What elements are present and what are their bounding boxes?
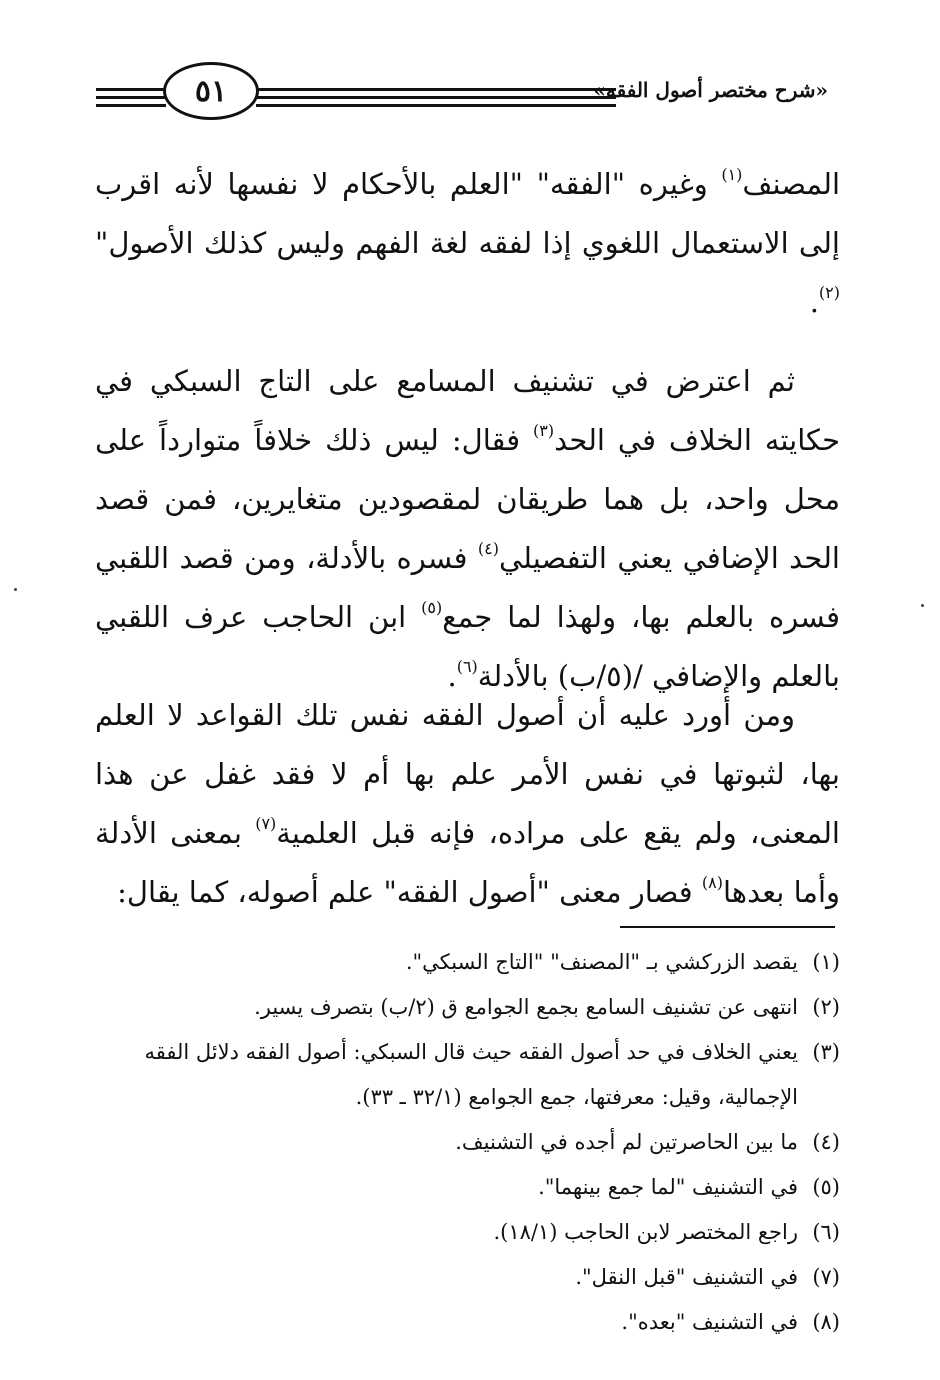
header-rule-left — [96, 104, 166, 107]
footnote-number: (٣) — [812, 1040, 840, 1064]
footnote-reference: (٨) — [701, 873, 723, 892]
paragraph-text: المصنف — [742, 167, 840, 201]
body-paragraph — [95, 686, 840, 922]
footnote-reference: (٧) — [255, 814, 277, 833]
header-rule-right — [256, 104, 616, 107]
footnote-reference: (٤) — [477, 539, 499, 558]
paragraph-text: ومن أورد عليه أن أصول الفقه نفس تلك القواعد لا العلم بها، لثبوتها في نفس الأمر علم بها أم لا فقد غفل عن هذا المعنى، ولم يقع على مراده، فإنه قبل العلمية — [95, 698, 840, 850]
footnote-item — [88, 1255, 840, 1300]
footnote-text: انتهى عن تشنيف السامع بجمع الجوامع ق (٢/ب) بتصرف يسير. — [254, 995, 798, 1019]
footnote-number: (١) — [812, 950, 840, 974]
paragraph-text: فقال: ليس ذلك خلافاً متوارداً على محل واحد، بل هما طريقان لمقصودين متغايرين، فمن قصد الحد الإضافي يعني التفصيلي — [95, 423, 840, 575]
paragraph-text: بمعنى الأدلة وأما بعدها — [95, 816, 840, 909]
footnote-reference: (٦) — [456, 657, 478, 676]
footnote-separator — [620, 926, 835, 928]
header-rule-right — [256, 88, 616, 91]
footnote-number: (٧) — [812, 1265, 840, 1289]
header-rule-left — [96, 88, 166, 91]
paragraph-text: وغيره "الفقه" "العلم بالأحكام لا نفسها لأنه اقرب إلى الاستعمال اللغوي إذا لفقه لغة الفهم وليس كذلك الأصول" — [95, 167, 840, 260]
footnote-item — [88, 1030, 840, 1120]
footnote-item — [88, 1300, 840, 1345]
paragraph-text: . — [809, 285, 819, 319]
footnote-text: يقصد الزركشي بـ "المصنف" "التاج السبكي". — [405, 950, 798, 974]
paragraph-text: فصار معنى "أصول الفقه" علم أصوله، كما يقال: — [117, 875, 702, 909]
footnote-number: (٤) — [812, 1130, 840, 1154]
footnote-item — [88, 940, 840, 985]
footnote-text: في التشنيف "قبل النقل". — [575, 1265, 798, 1289]
footnote-text: راجع المختصر لابن الحاجب (١٨/١). — [493, 1220, 798, 1244]
paragraph-text: ابن الحاجب عرف اللقبي بالعلم والإضافي /(٥/ب) بالأدلة — [95, 600, 840, 693]
footnote-reference: (٥) — [421, 598, 443, 617]
paragraph-text: ثم اعترض في تشنيف المسامع على التاج السبكي في حكايته الخلاف في الحد — [95, 364, 840, 457]
footnote-reference: (٣) — [533, 421, 555, 440]
footnote-text: يعني الخلاف في حد أصول الفقه حيث قال السبكي: أصول الفقه دلائل الفقه الإجمالية، وقيل: معرفتها، جمع الجوامع (٣٢/١ ـ ٣٣). — [144, 1040, 798, 1109]
footnote-item — [88, 1210, 840, 1255]
footnote-number: (٦) — [812, 1220, 840, 1244]
paragraph-text: فسره بالأدلة، ومن قصد اللقبي فسره بالعلم بها، ولهذا لما جمع — [95, 541, 840, 634]
footnote-number: (٢) — [812, 995, 840, 1019]
footnote-reference: (١) — [721, 165, 743, 184]
footnote-number: (٥) — [812, 1175, 840, 1199]
footnote-number: (٨) — [812, 1310, 840, 1334]
footnote-item — [88, 1120, 840, 1165]
scan-speck — [921, 604, 924, 607]
footnotes — [88, 940, 840, 1345]
page-header — [0, 0, 940, 150]
header-rule-left — [96, 96, 166, 99]
scan-speck — [14, 588, 17, 591]
footnote-item — [88, 985, 840, 1030]
footnote-reference: (٢) — [818, 283, 840, 302]
body-paragraph — [95, 352, 840, 706]
running-title: «شرح مختصر أصول الفقه» — [593, 78, 828, 102]
footnote-item — [88, 1165, 840, 1210]
footnote-text: ما بين الحاصرتين لم أجده في التشنيف. — [455, 1130, 798, 1154]
body-paragraph — [95, 155, 840, 332]
paragraph-text: . — [447, 659, 457, 693]
footnote-text: في التشنيف "بعده". — [621, 1310, 798, 1334]
header-rule-right — [256, 96, 616, 99]
page-number: ٥١ — [163, 62, 259, 120]
footnote-text: في التشنيف "لما جمع بينهما". — [538, 1175, 798, 1199]
